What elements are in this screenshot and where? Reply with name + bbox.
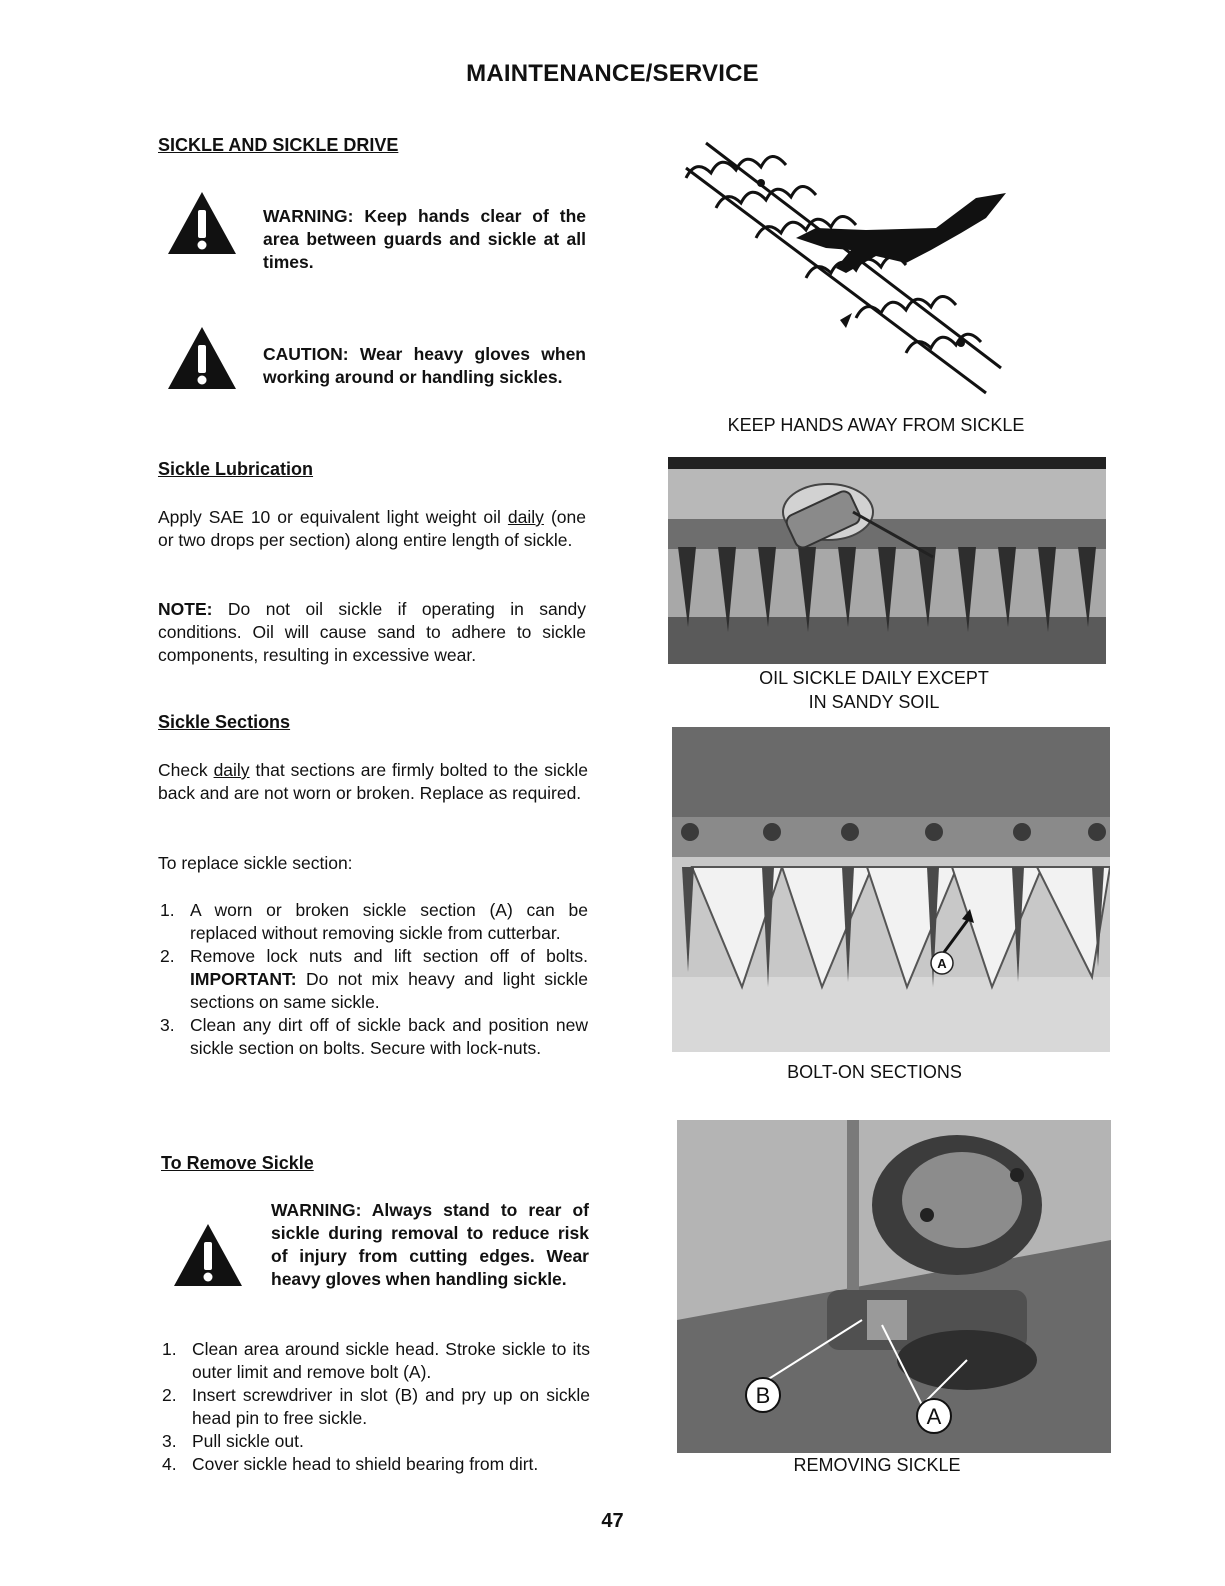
section-heading-sickle: SICKLE AND SICKLE DRIVE xyxy=(158,135,399,155)
step-text: Clean any dirt off of sickle back and position new sickle section on bolts. Secure with lock-nuts. xyxy=(190,1015,588,1058)
lubrication-paragraph xyxy=(158,506,586,552)
list-item xyxy=(160,945,588,1014)
note-label: NOTE: xyxy=(158,599,213,619)
warning-triangle-icon xyxy=(172,1222,244,1288)
photo-bolt-on-sections xyxy=(672,727,1110,1052)
list-item xyxy=(162,1384,590,1430)
list-item xyxy=(160,1014,588,1060)
step-number: 1. xyxy=(162,1339,177,1359)
list-item xyxy=(162,1338,590,1384)
label-a: A xyxy=(937,956,947,971)
label-b: B xyxy=(755,1383,771,1408)
figure-keep-hands-away xyxy=(676,138,1016,408)
photo-removing-sickle xyxy=(677,1120,1111,1453)
sections-text-end: that sections are firmly bolted to the sickle back and are not worn or broken. Replace as required. xyxy=(158,760,588,803)
warning-stand-rear: WARNING: Always stand to rear of sickle during removal to reduce risk of injury from cutting edges. Wear heavy gloves when handling sickle. xyxy=(271,1200,589,1289)
warning-triangle-icon xyxy=(166,325,238,391)
remove-sickle-steps xyxy=(162,1338,590,1476)
caption-line: IN SANDY SOIL xyxy=(808,692,940,712)
section-heading-lubrication: Sickle Lubrication xyxy=(158,459,314,479)
step-text: Clean area around sickle head. Stroke sickle to its outer limit and remove bolt (A). xyxy=(192,1339,590,1382)
step-text: Cover sickle head to shield bearing from dirt. xyxy=(192,1454,539,1474)
step-number: 2. xyxy=(162,1385,177,1405)
lubrication-daily: daily xyxy=(507,507,544,527)
list-item xyxy=(162,1430,590,1453)
warning-keep-hands-clear: WARNING: Keep hands clear of the area between guards and sickle at all times. xyxy=(263,206,586,272)
section-heading-sections: Sickle Sections xyxy=(158,712,291,732)
lubrication-note xyxy=(158,598,586,667)
step-text: A worn or broken sickle section (A) can be replaced without removing sickle from cutterbar. xyxy=(190,900,588,943)
caption-line: OIL SICKLE DAILY EXCEPT xyxy=(759,668,989,688)
step-text: Pull sickle out. xyxy=(192,1431,304,1451)
step-number: 3. xyxy=(160,1015,175,1035)
list-item xyxy=(162,1453,590,1476)
figure-caption-bolt-on: BOLT-ON SECTIONS xyxy=(787,1062,962,1082)
sections-paragraph xyxy=(158,759,588,805)
photo-oil-sickle xyxy=(668,457,1106,664)
step-number: 3. xyxy=(162,1431,177,1451)
photo-removing-sickle-drawing xyxy=(677,1120,1111,1453)
figure-caption-oil-sickle xyxy=(668,666,1080,714)
figure-caption-removing: REMOVING SICKLE xyxy=(793,1455,961,1475)
photo-oil-sickle-drawing xyxy=(668,457,1106,664)
photo-bolt-on-sections-drawing xyxy=(672,727,1110,1052)
label-a: A xyxy=(926,1404,942,1429)
step-number: 1. xyxy=(160,900,175,920)
lubrication-text-end: (one or two drops per section) along entire length of sickle. xyxy=(158,507,586,550)
step-number: 2. xyxy=(160,946,175,966)
caution-wear-gloves: CAUTION: Wear heavy gloves when working around or handling sickles. xyxy=(263,344,586,387)
step-number: 4. xyxy=(162,1454,177,1474)
important-label: IMPORTANT: xyxy=(190,969,297,989)
warning-triangle-icon xyxy=(166,190,238,256)
step-text: Insert screwdriver in slot (B) and pry up on sickle head pin to free sickle. xyxy=(192,1385,590,1428)
section-heading-remove: To Remove Sickle xyxy=(161,1153,314,1173)
figure-caption-keep-hands: KEEP HANDS AWAY FROM SICKLE xyxy=(727,415,1025,435)
lubrication-text-start: Apply SAE 10 or equivalent light weight oil xyxy=(158,507,501,527)
sections-intro: To replace sickle section: xyxy=(158,853,353,873)
page-number: 47 xyxy=(601,1510,624,1532)
list-item xyxy=(160,899,588,945)
note-text: Do not oil sickle if operating in sandy conditions. Oil will cause sand to adhere to sickle components, resulting in excessive wear. xyxy=(158,599,586,665)
page-title: MAINTENANCE/SERVICE xyxy=(466,60,759,87)
replace-section-steps xyxy=(160,899,588,1060)
step-text: Remove lock nuts and lift section off of bolts. xyxy=(190,946,588,966)
sections-text-start: Check xyxy=(158,760,208,780)
sections-daily: daily xyxy=(213,760,250,780)
important-text: Do not mix heavy and light sickle sections on same sickle. xyxy=(190,969,588,1012)
